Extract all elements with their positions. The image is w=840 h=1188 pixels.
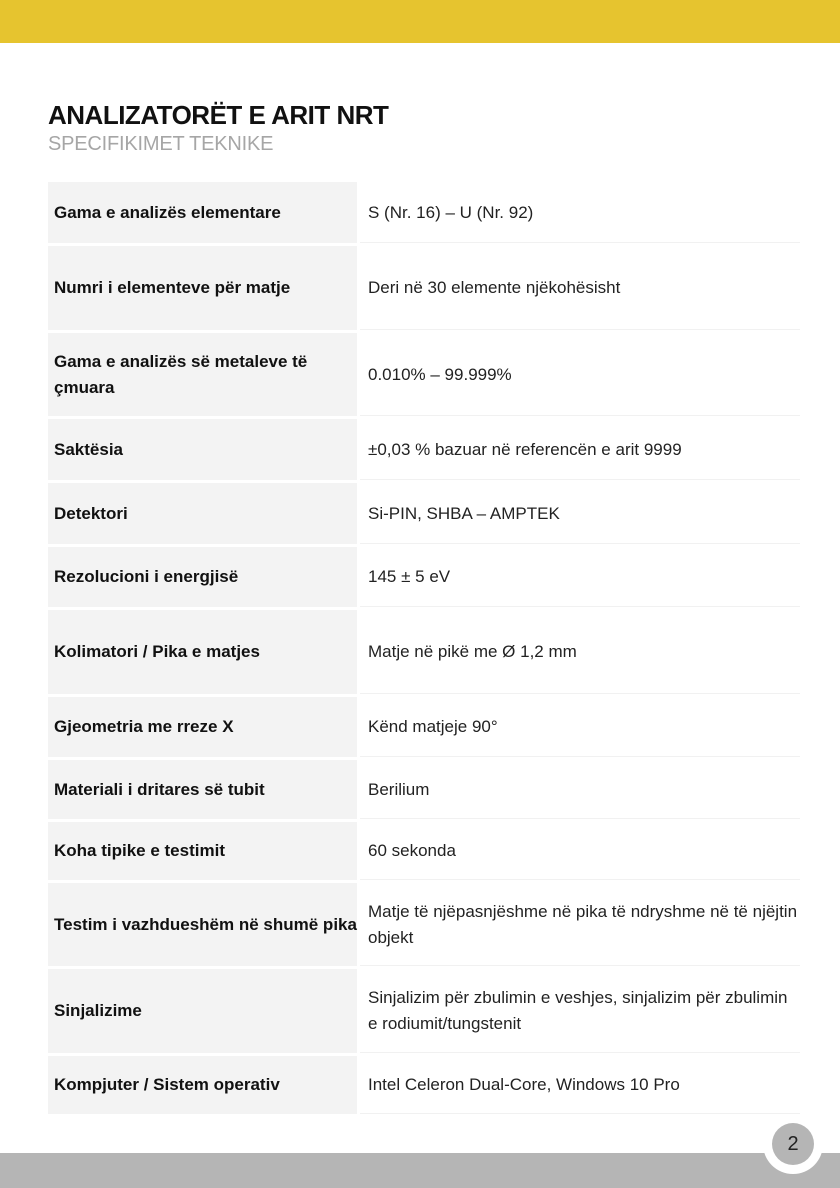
table-row (48, 969, 800, 1056)
spec-label: Koha tipike e testimit (48, 822, 360, 883)
spec-label: Sinjalizime (48, 969, 360, 1056)
spec-label: Kompjuter / Sistem operativ (48, 1056, 360, 1117)
spec-value: 145 ± 5 eV (360, 547, 800, 610)
table-row (48, 1056, 800, 1117)
table-row (48, 883, 800, 969)
spec-label: Gama e analizës elementare (48, 182, 360, 246)
page-title: ANALIZATORËT E ARIT NRT (48, 100, 389, 130)
spec-value: 0.010% – 99.999% (360, 333, 800, 419)
table-row (48, 547, 800, 610)
table-row (48, 182, 800, 246)
spec-value: ±0,03 % bazuar në referencën e arit 9999 (360, 419, 800, 483)
table-row (48, 822, 800, 883)
spec-value: Intel Celeron Dual-Core, Windows 10 Pro (360, 1056, 800, 1117)
spec-value: Kënd matjeje 90° (360, 697, 800, 760)
spec-label: Numri i elementeve për matje (48, 246, 360, 333)
spec-table (48, 182, 800, 1117)
table-row (48, 333, 800, 419)
page-number: 2 (772, 1123, 814, 1165)
spec-value: Matje të njëpasnjëshme në pika të ndryshme në të njëjtin objekt (360, 883, 800, 969)
spec-label: Materiali i dritares së tubit (48, 760, 360, 822)
table-row (48, 483, 800, 547)
table-row (48, 760, 800, 822)
spec-value: Deri në 30 elemente njëkohësisht (360, 246, 800, 333)
table-row (48, 697, 800, 760)
spec-label: Testim i vazhdueshëm në shumë pika (48, 883, 360, 969)
table-row (48, 610, 800, 697)
spec-label: Detektori (48, 483, 360, 547)
spec-label: Gama e analizës së metaleve të çmuara (48, 333, 360, 419)
top-accent-bar (0, 0, 840, 43)
bottom-footer-bar (0, 1153, 840, 1188)
table-row (48, 246, 800, 333)
spec-value: Matje në pikë me Ø 1,2 mm (360, 610, 800, 697)
page-subtitle: SPECIFIKIMET TEKNIKE (48, 133, 274, 155)
spec-value: Berilium (360, 760, 800, 822)
spec-value: Sinjalizim për zbulimin e veshjes, sinjalizim për zbulimin e rodiumit/tungstenit (360, 969, 800, 1056)
table-row (48, 419, 800, 483)
spec-label: Saktësia (48, 419, 360, 483)
spec-value: S (Nr. 16) – U (Nr. 92) (360, 182, 800, 246)
spec-value: Si-PIN, SHBA – AMPTEK (360, 483, 800, 547)
spec-value: 60 sekonda (360, 822, 800, 883)
spec-label: Kolimatori / Pika e matjes (48, 610, 360, 697)
spec-label: Rezolucioni i energjisë (48, 547, 360, 610)
spec-label: Gjeometria me rreze X (48, 697, 360, 760)
